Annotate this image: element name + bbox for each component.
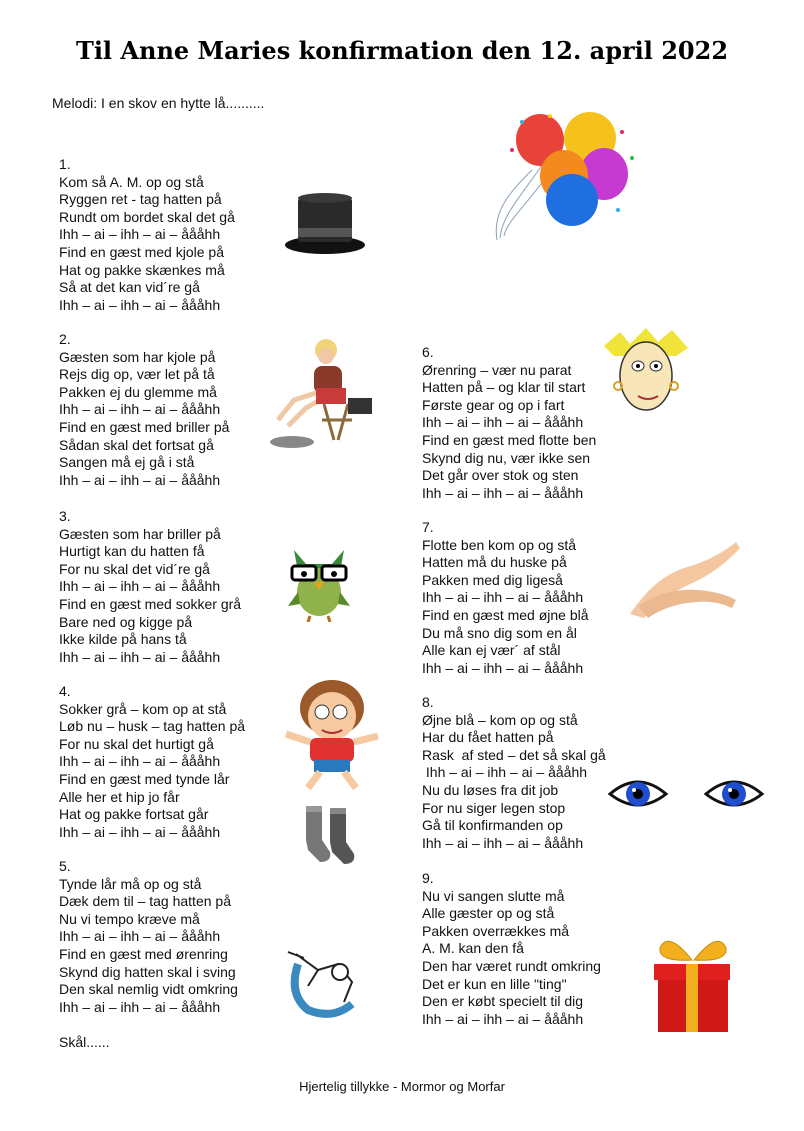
boy-cartoon-icon (272, 676, 392, 796)
verse-line: Hat og pakke skænkes må (59, 261, 225, 278)
verse-number: 7. (422, 519, 434, 535)
verse-line: Skynd dig hatten skal i sving (59, 963, 236, 980)
verse-line: Du må sno dig som en ål (422, 624, 577, 641)
verse-line: Ihh – ai – ihh – ai – åååhh (59, 998, 221, 1015)
verse-line: Første gear og op i fart (422, 396, 565, 413)
verse-line: Hatten på – og klar til start (422, 379, 586, 396)
verse-line: Ihh – ai – ihh – ai – åååhh (59, 471, 221, 488)
verse-number: 3. (59, 508, 71, 524)
verse-line: Pakken overrækkes må (422, 922, 570, 939)
gift-box-icon (648, 934, 738, 1036)
closing-toast: Skål...... (59, 1034, 110, 1050)
blue-eyes-icon (606, 770, 776, 818)
verse-line: Gå til konfirmanden op (422, 817, 563, 834)
verse-line: For nu siger legen stop (422, 799, 566, 816)
verse-line: Ihh – ai – ihh – ai – åååhh (422, 764, 588, 781)
top-hat-icon (280, 190, 370, 260)
verse-number: 8. (422, 694, 434, 710)
verse-line: For nu skal det vid´re gå (59, 560, 210, 577)
stretching-figure-icon (278, 944, 368, 1020)
verse-line: Find en gæst med sokker grå (59, 595, 242, 612)
verse-line: Rejs dig op, vær let på tå (59, 366, 215, 383)
verse-line: Nu vi sangen slutte må (422, 887, 565, 904)
verse-line: Sangen må ej gå i stå (59, 454, 195, 471)
verse-line: Ihh – ai – ihh – ai – åååhh (422, 659, 584, 676)
verse-line: Dæk dem til – tag hatten på (59, 893, 231, 910)
verse-line: Find en gæst med flotte ben (422, 431, 597, 448)
verse-line: Hatten må du huske på (422, 554, 567, 571)
verse-1 (59, 156, 235, 314)
verse-line: Sokker grå – kom op at stå (59, 700, 227, 717)
verse-line: Det går over stok og sten (422, 467, 579, 484)
verse-line: Nu du løses fra dit job (422, 781, 559, 798)
verse-4 (59, 683, 245, 841)
verse-number: 6. (422, 344, 434, 360)
verse-line: Hat og pakke fortsat går (59, 806, 209, 823)
verse-line: Ihh – ai – ihh – ai – åååhh (59, 753, 221, 770)
verse-line: Ihh – ai – ihh – ai – åååhh (422, 414, 584, 431)
verse-line: Den skal nemlig vidt omkring (59, 981, 238, 998)
verse-7 (422, 519, 589, 677)
verse-line: Ryggen ret - tag hatten på (59, 191, 222, 208)
verse-line: Flotte ben kom op og stå (422, 536, 577, 553)
verse-line: Ihh – ai – ihh – ai – åååhh (59, 928, 221, 945)
verse-number: 4. (59, 683, 71, 699)
legs-icon (624, 538, 742, 620)
page-title: Til Anne Maries konfirmation den 12. april 2022 (75, 36, 729, 65)
verse-line: Gæsten som har briller på (59, 525, 221, 542)
verse-line: Ihh – ai – ihh – ai – åååhh (59, 578, 221, 595)
verse-line: Den er købt specielt til dig (422, 993, 584, 1010)
verse-line: Skynd dig nu, vær ikke sen (422, 449, 591, 466)
verse-line: Den har været rundt omkring (422, 957, 601, 974)
verse-line: Pakken ej du glemme må (59, 383, 217, 400)
verse-line: Ørenring – vær nu parat (422, 361, 572, 378)
girl-with-earrings-icon (600, 326, 692, 418)
verse-line: Hurtigt kan du hatten få (59, 543, 205, 560)
verse-8 (422, 694, 606, 852)
verse-6 (422, 344, 596, 502)
verse-line: Kom så A. M. op og stå (59, 173, 204, 190)
verse-5 (59, 858, 238, 1016)
verse-line: A. M. kan den få (422, 940, 524, 957)
verse-number: 9. (422, 870, 434, 886)
verse-2 (59, 331, 229, 489)
verse-9 (422, 870, 601, 1028)
verse-line: Find en gæst med tynde lår (59, 770, 230, 787)
verse-3 (59, 508, 241, 666)
verse-line: Alle her et hip jo får (59, 788, 180, 805)
verse-line: Ihh – ai – ihh – ai – åååhh (59, 296, 221, 313)
verse-line: Ihh – ai – ihh – ai – åååhh (422, 1010, 584, 1027)
balloons-icon (492, 110, 642, 250)
verse-line: Ihh – ai – ihh – ai – åååhh (59, 648, 221, 665)
verse-number: 5. (59, 858, 71, 874)
verse-line: Ihh – ai – ihh – ai – åååhh (59, 823, 221, 840)
verse-line: Ikke kilde på hans tå (59, 631, 187, 648)
verse-line: Har du fået hatten på (422, 729, 554, 746)
verse-line: Find en gæst med ørenring (59, 945, 228, 962)
verse-line: Nu vi tempo kræve må (59, 910, 200, 927)
verse-line: Ihh – ai – ihh – ai – åååhh (59, 401, 221, 418)
footer-greeting: Hjertelig tillykke - Mormor og Morfar (299, 1079, 505, 1094)
verse-line: Ihh – ai – ihh – ai – åååhh (422, 589, 584, 606)
melody-line: Melodi: I en skov en hytte lå.......... (52, 95, 265, 111)
verse-line: Ihh – ai – ihh – ai – åååhh (59, 226, 221, 243)
verse-line: For nu skal det hurtigt gå (59, 735, 214, 752)
verse-line: Alle gæster op og stå (422, 905, 555, 922)
woman-in-chair-icon (264, 330, 384, 460)
verse-number: 2. (59, 331, 71, 347)
socks-icon (300, 804, 360, 866)
verse-line: Alle kan ej vær´ af stål (422, 642, 561, 659)
verse-line: Ihh – ai – ihh – ai – åååhh (422, 484, 584, 501)
verse-line: Løb nu – husk – tag hatten på (59, 718, 246, 735)
verse-line: Find en gæst med briller på (59, 418, 230, 435)
verse-line: Rask af sted – det så skal gå (422, 746, 606, 763)
verse-line: Bare ned og kigge på (59, 613, 193, 630)
verse-line: Øjne blå – kom op og stå (422, 711, 578, 728)
verse-number: 1. (59, 156, 71, 172)
verse-line: Sådan skal det fortsat gå (59, 436, 214, 453)
verse-line: Rundt om bordet skal det gå (59, 208, 235, 225)
verse-line: Så at det kan vid´re gå (59, 279, 200, 296)
verse-line: Gæsten som har kjole på (59, 348, 216, 365)
verse-line: Find en gæst med øjne blå (422, 606, 589, 623)
verse-line: Ihh – ai – ihh – ai – åååhh (422, 834, 584, 851)
owl-with-glasses-icon (284, 546, 354, 622)
verse-line: Tynde lår må op og stå (59, 875, 202, 892)
verse-line: Det er kun en lille "ting" (422, 975, 567, 992)
verse-line: Pakken med dig ligeså (422, 571, 563, 588)
verse-line: Find en gæst med kjole på (59, 243, 224, 260)
